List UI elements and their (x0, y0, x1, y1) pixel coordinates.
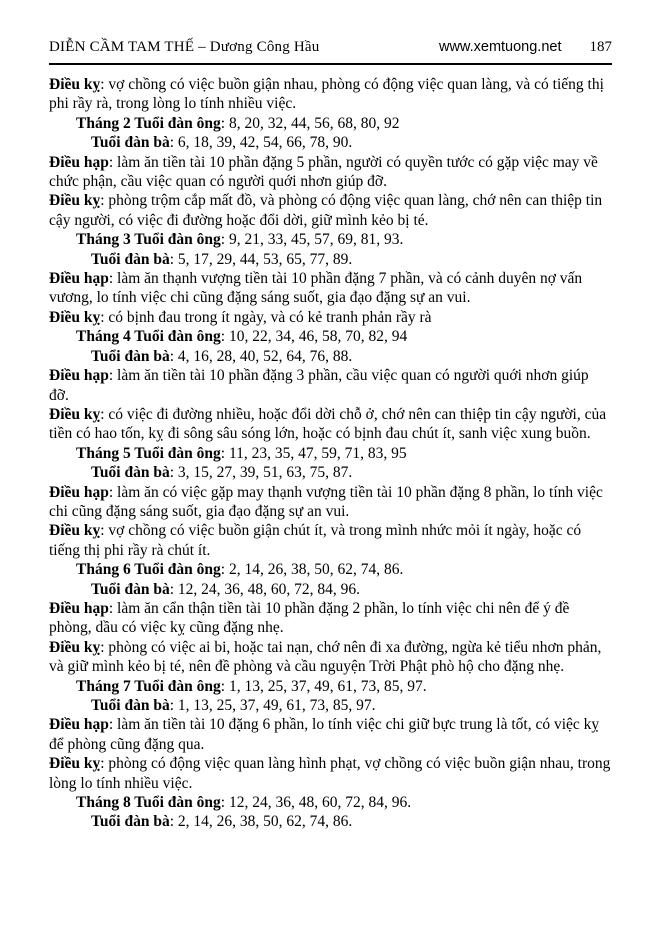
women-ages-line (49, 347, 612, 366)
month-men-ages-line (49, 560, 612, 579)
line-text: : làm ăn tiền tài 10 phần đặng 3 phần, cầu việc quan có người quới nhơn giúp đỡ. (49, 367, 589, 404)
women-ages-line (49, 250, 612, 269)
month-men-ages-line (49, 677, 612, 696)
dieu-hap-paragraph (49, 599, 612, 638)
bold-label: Điều hạp (49, 153, 109, 171)
line-text: : 6, 18, 39, 42, 54, 66, 78, 90. (169, 134, 353, 152)
line-text: : 1, 13, 25, 37, 49, 61, 73, 85, 97. (220, 677, 427, 695)
dieu-hap-paragraph (49, 269, 612, 308)
line-text: : có việc đi đường nhiều, hoặc đổi dời chỗ ở, chớ nên can thiệp tin cậy người, của tiền có hao tốn, kỵ đi sông sâu sóng lớn, hoặc có bịnh đau chút ít, sanh việc xung buồn. (49, 405, 607, 443)
line-text: : 2, 14, 26, 38, 50, 62, 74, 86. (169, 813, 353, 831)
month-men-ages-line (49, 230, 612, 249)
bold-label: Điều hạp (49, 716, 109, 734)
page-header (49, 0, 612, 65)
dieu-ky-paragraph (49, 308, 612, 327)
bold-label: Điều kỵ (49, 76, 101, 93)
bold-label: Tháng 8 Tuổi đàn ông (76, 794, 221, 812)
book-title: DIỄN CẦM TAM THẾ – Dương Công Hầu (49, 39, 320, 55)
dieu-ky-paragraph (49, 405, 612, 444)
dieu-ky-paragraph (49, 754, 612, 793)
bold-label: Tuổi đàn bà (91, 134, 170, 152)
bold-label: Điều kỵ (49, 405, 101, 423)
women-ages-line (49, 580, 612, 599)
line-text: : làm ăn cẩn thận tiền tài 10 phần đặng 2 phần, lo tính việc chi nên để ý đề phòng, dầu có việc kỵ cũng đặng nhẹ. (49, 599, 570, 637)
bold-label: Điều kỵ (49, 522, 101, 540)
bold-label: Điều kỵ (49, 308, 101, 326)
line-text: : vợ chồng có việc buồn giận nhau, phòng có động việc quan làng, và có tiếng thị phi rầy rà, trong lòng lo tính nhiều việc. (49, 76, 604, 113)
month-men-ages-line (49, 793, 612, 812)
line-text: : 10, 22, 34, 46, 58, 70, 82, 94 (220, 328, 408, 346)
line-text: : làm ăn có việc gặp may thạnh vượng tiền tài 10 phần đặng 8 phần, lo tính việc chi cũng đặng sáng suốt, gia đạo đặng sự an vui. (49, 483, 603, 520)
bold-label: Điều hạp (49, 483, 109, 501)
bold-label: Điều hạp (49, 599, 109, 617)
month-men-ages-line (49, 444, 612, 463)
dieu-hap-paragraph (49, 715, 612, 754)
month-men-ages-line (49, 327, 612, 346)
bold-label: Tháng 3 Tuổi đàn ông (76, 231, 221, 249)
line-text: : phòng có việc ai bi, hoặc tai nạn, chớ nên đi xa đường, ngừa kẻ tiểu nhơn phản, và giữ mình kẻo bị té, nên đề phòng và cầu nguyện Trời Phật phò hộ cho đặng nhẹ. (49, 638, 602, 676)
women-ages-line (49, 463, 612, 482)
women-ages-line (49, 696, 612, 715)
month-men-ages-line (49, 114, 612, 133)
line-text: : 1, 13, 25, 37, 49, 61, 73, 85, 97. (169, 697, 376, 714)
bold-label: Tuổi đàn bà (91, 250, 170, 268)
dieu-hap-paragraph (49, 153, 612, 192)
line-text: : 12, 24, 36, 48, 60, 72, 84, 96. (169, 580, 361, 598)
line-text: : làm ăn tiền tài 10 phần đặng 5 phần, người có quyền tước có gặp việc may về chức phận, cầu việc quan có người quới nhơn giúp đỡ. (49, 153, 598, 191)
dieu-hap-paragraph (49, 366, 612, 405)
dieu-ky-paragraph (49, 521, 612, 560)
bold-label: Tuổi đàn bà (91, 697, 170, 714)
line-text: : 3, 15, 27, 39, 51, 63, 75, 87. (169, 464, 353, 482)
women-ages-line (49, 133, 612, 152)
header-right (439, 39, 612, 56)
line-text: : 4, 16, 28, 40, 52, 64, 76, 88. (169, 347, 353, 365)
line-text: : 2, 14, 26, 38, 50, 62, 74, 86. (220, 561, 404, 579)
bold-label: Tuổi đàn bà (91, 347, 170, 365)
line-text: : làm ăn tiền tài 10 đặng 6 phần, lo tính việc chi giữ bực trung là tốt, có việc kỵ để phòng cũng đặng qua. (49, 716, 600, 753)
dieu-ky-paragraph (49, 191, 612, 230)
bold-label: Điều kỵ (49, 192, 101, 210)
bold-label: Tháng 5 Tuổi đàn ông (76, 444, 221, 462)
bold-label: Điều kỵ (49, 755, 101, 773)
bold-label: Tháng 7 Tuổi đàn ông (76, 677, 221, 695)
dieu-hap-paragraph (49, 483, 612, 522)
line-text: : vợ chồng có việc buồn giận chút ít, và trong mình nhức mỏi ít ngày, hoặc có tiếng thị phi rầy rà chút ít. (49, 522, 582, 559)
dieu-ky-paragraph (49, 638, 612, 677)
women-ages-line (49, 812, 612, 831)
bold-label: Tuổi đàn bà (91, 813, 170, 831)
bold-label: Tháng 2 Tuổi đàn ông (76, 114, 221, 132)
dieu-ky-paragraph (49, 75, 612, 114)
bold-label: Điều kỵ (49, 638, 101, 656)
line-text: : 11, 23, 35, 47, 59, 71, 83, 95 (220, 444, 407, 462)
line-text: : phòng có động việc quan làng hình phạt, vợ chồng có việc buồn giận nhau, trong lòng lo tính nhiều việc. (49, 755, 611, 792)
bold-label: Điều hạp (49, 270, 109, 288)
line-text: : làm ăn thạnh vượng tiền tài 10 phần đặng 7 phần, và có cảnh duyên nợ vấn vương, lo tính việc chi cũng đặng sáng suốt, gia đạo đặng sự an vui. (49, 270, 583, 307)
line-text: : có bịnh đau trong ít ngày, và có kẻ tranh phản rầy rà (100, 308, 432, 326)
bold-label: Tuổi đàn bà (91, 580, 170, 598)
line-text: : 9, 21, 33, 45, 57, 69, 81, 93. (220, 231, 404, 249)
line-text: : 5, 17, 29, 44, 53, 65, 77, 89. (169, 250, 353, 268)
line-text: : phòng trộm cắp mất đồ, và phòng có động việc quan làng, chớ nên can thiệp tin cậy người, có việc đi đường hoặc đổi dời, giữ mình kẻo bị té. (49, 192, 603, 229)
page-number: 187 (589, 39, 612, 55)
website-url: www.xemtuong.net (438, 39, 562, 55)
line-text: : 8, 20, 32, 44, 56, 68, 80, 92 (220, 114, 400, 132)
page-body-text (49, 75, 612, 832)
bold-label: Tháng 4 Tuổi đàn ông (76, 328, 221, 346)
bold-label: Tháng 6 Tuổi đàn ông (76, 561, 221, 579)
line-text: : 12, 24, 36, 48, 60, 72, 84, 96. (220, 794, 412, 812)
bold-label: Tuổi đàn bà (91, 464, 170, 482)
bold-label: Điều hạp (49, 367, 109, 385)
